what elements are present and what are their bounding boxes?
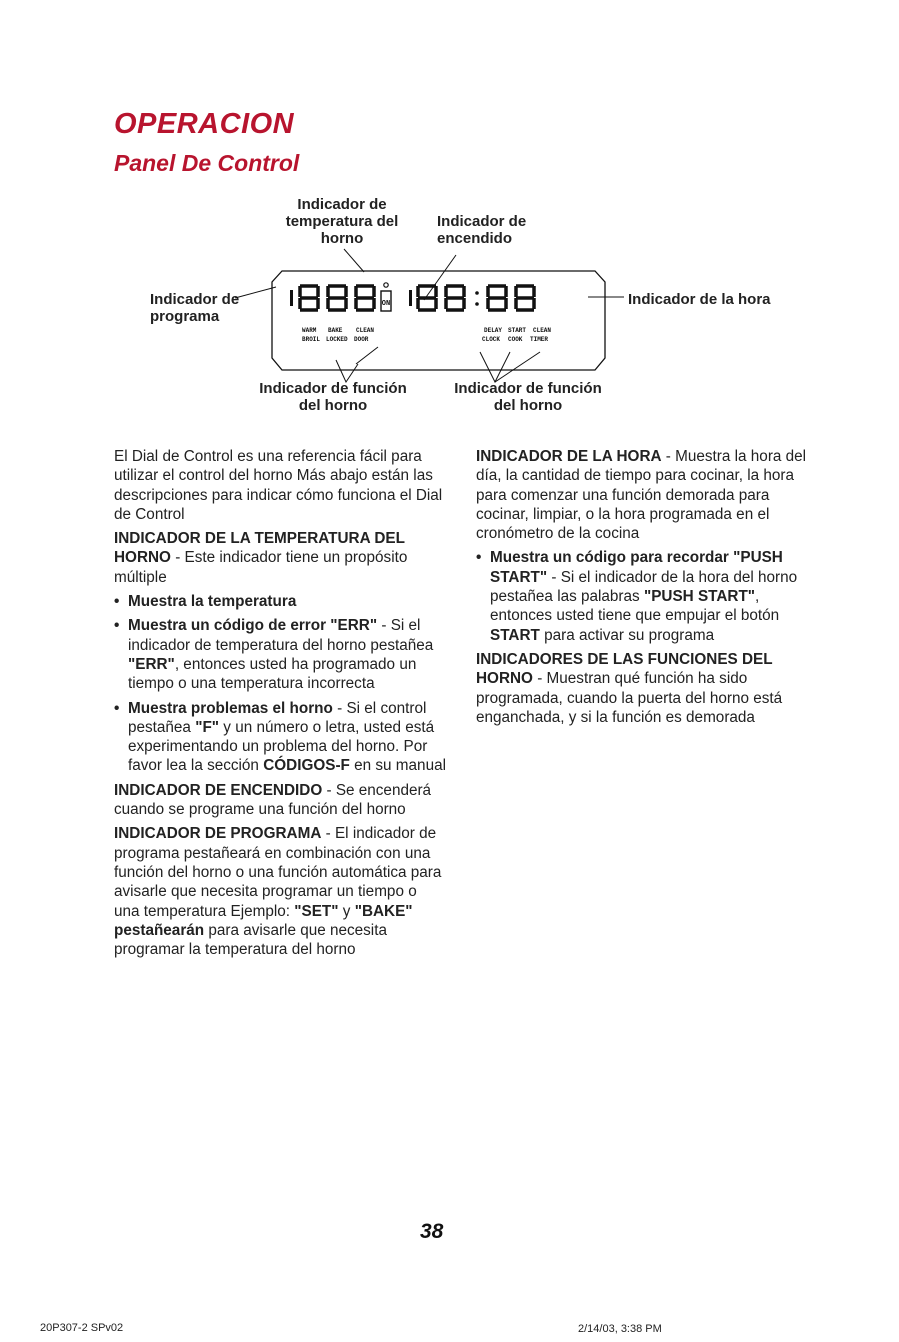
colon-bottom (475, 302, 479, 306)
degree-mark (384, 283, 388, 287)
svg-text:DELAY: DELAY (484, 327, 503, 334)
pointer-right-v2 (495, 352, 540, 382)
label-power-indicator: Indicador de encendido (437, 213, 527, 247)
leader-temp (344, 249, 364, 272)
clock-digits (418, 286, 534, 310)
label-function-indicator-left: Indicador de función del horno (259, 380, 407, 414)
function-words (302, 327, 551, 343)
control-panel-diagram (0, 0, 899, 420)
leader-power (424, 255, 456, 300)
print-date: 2/14/03, 3:38 PM (578, 1323, 662, 1335)
temperature-digits (300, 286, 374, 310)
left-column (114, 447, 446, 964)
svg-text:LOCKED: LOCKED (326, 336, 348, 343)
set-indicator-mark (409, 290, 412, 306)
svg-text:BAKE: BAKE (328, 327, 343, 334)
pointer-left-v (336, 360, 358, 382)
temp-indicator-paragraph: INDICADOR DE LA TEMPERATURA DEL HORNO - Este indicador tiene un propósito múltiple (114, 530, 408, 586)
svg-text:CLEAN: CLEAN (356, 327, 375, 334)
power-indicator-paragraph: INDICADOR DE ENCENDIDO - Se encenderá cuando se programe una función del horno (114, 781, 432, 819)
svg-text:CLEAN: CLEAN (533, 327, 552, 334)
svg-text:WARM: WARM (302, 327, 317, 334)
pointer-left-v2 (356, 347, 378, 364)
bullet-push-start: • Muestra un código para recordar "PUSH START" - Si el indicador de la hora del horno pestañea las palabras "PUSH START", entonces usted tiene que empujar el botón START para activar su programa (476, 548, 812, 644)
svg-text:ON: ON (381, 300, 391, 308)
svg-text:START: START (508, 327, 527, 334)
page-number: 38 (420, 1220, 444, 1243)
right-column (476, 447, 812, 732)
svg-text:COOK: COOK (508, 336, 523, 343)
label-temperature-indicator: Indicador de temperatura del horno (285, 196, 399, 247)
svg-text:TIMER: TIMER (530, 336, 549, 343)
clock-indicator-paragraph: INDICADOR DE LA HORA - Muestra la hora del día, la cantidad de tiempo para cocinar, la hora para comenzar una función demorada para cocinar, limpiar, o la hora programada en el cronómetro de la cocina (476, 448, 807, 543)
program-indicator-mark (290, 290, 293, 306)
label-function-indicator-right: Indicador de función del horno (454, 380, 602, 414)
program-indicator-paragraph: INDICADOR DE PROGRAMA - El indicador de programa pestañeará en combinación con una función del horno o una función automática para avisarle que necesita programar un tiempo o una temperatura Ejemplo: "SET" y "BAKE" pestañearán para avisarle que necesita programar la temperatura del horno (114, 825, 442, 959)
intro-paragraph: El Dial de Control es una referencia fácil para utilizar el control del horno Más abajo están las descripciones para indicar cómo funciona el Dial de Control (114, 448, 443, 523)
function-indicators-paragraph: INDICADORES DE LAS FUNCIONES DEL HORNO - Muestran qué función ha sido programada, cuando la puerta del horno está enganchada, y si la función es demorada (476, 650, 783, 726)
display-frame (272, 271, 605, 370)
bullet-error-code: • Muestra un código de error "ERR" - Si el indicador de temperatura del horno pestañea "ERR", entonces usted ha programado un tiempo o una temperatura incorrecta (114, 616, 446, 693)
page-title: OPERACION (114, 108, 295, 140)
svg-text:BROIL: BROIL (302, 336, 321, 343)
section-subtitle: Panel De Control (114, 150, 300, 176)
colon-top (475, 291, 479, 295)
svg-text:CLOCK: CLOCK (482, 336, 501, 343)
leader-program (235, 287, 276, 298)
label-program-indicator: Indicador de programa (150, 291, 240, 325)
bullet-oven-problems: • Muestra problemas el horno - Si el control pestañea "F" y un número o letra, usted está experimentando un problema del horno. Por favor lea la sección CÓDIGOS-F en su manual (114, 699, 446, 776)
bullet-show-temperature: • Muestra la temperatura (114, 592, 446, 611)
doc-code: 20P307-2 SPv02 (40, 1322, 124, 1334)
pointer-right-v (480, 352, 510, 382)
label-clock-indicator: Indicador de la hora (628, 291, 771, 308)
svg-text:DOOR: DOOR (354, 336, 369, 343)
